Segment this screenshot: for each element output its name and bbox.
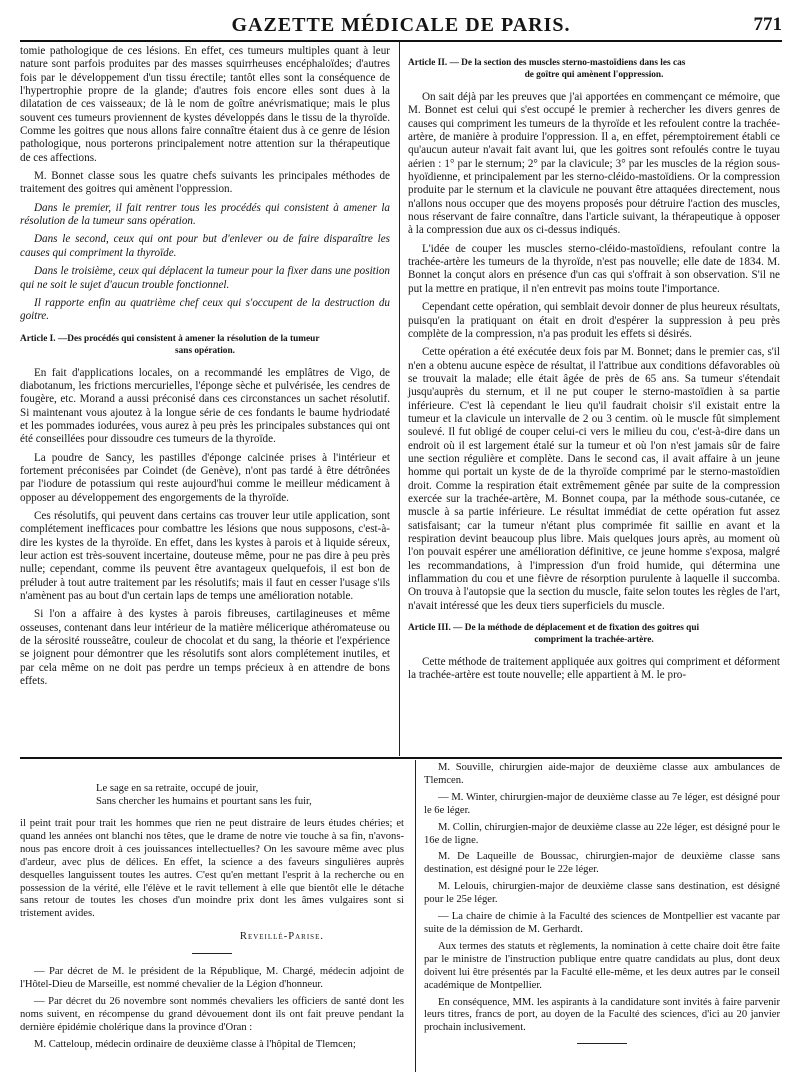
paragraph: Dans le premier, il fait rentrer tous les procédés qui consistent à amener la résolution de la tumeur sans opération. bbox=[20, 201, 390, 228]
article-heading bbox=[408, 622, 780, 646]
article-heading-line: Article II. — De la section des muscles sterno-mastoïdiens dans les cas bbox=[408, 58, 686, 68]
news-column bbox=[424, 762, 780, 1044]
paragraph: tomie pathologique de ces lésions. En effet, ces tumeurs multiples quant à leur nature sont parfois produites par des masses squirrheuses encéphaloïdes; d'autres fois par le développement d'un tissu érectile; tantôt elles sont la conséquence de l'hypertrophie propre de la glande; d'autres fois encore elles sont dues à la dilatation de ces vaisseaux; de là le nom de goître anévrismatique; mais le plus souvent ces tumeurs proviennent de kystes développés dans le tissu de la thyroïde. Comme les goitres que nous allons faire connaître étaient dus à ce genre de lésion pathologique, nous porterons principalement notre attention sur la thérapeutique de ces affections. bbox=[20, 45, 390, 164]
paragraph: On sait déjà par les preuves que j'ai apportées en commençant ce mémoire, que M. Bonnet est celui qui s'est occupé le premier à rechercher les divers genres de causes qui compriment les tumeurs de la thyroïde et les refoulent contre la trachée-artère, de manière à produire l'oppression. Il a, en effet, péremptoirement établi ce qu'aucun auteur n'avait fait avant lui, que les goitres sont refoulés contre le tuyau aérien : 1° par le sternum; 2° par la clavicule; 3° par les muscles de la région sous-hyoïdienne, et principalement par les sterno-cléido-mastoïdiens. Or la compression produite par le sternum et la clavicule ne pouvant être attaquées directement, nous n'allons nous occuper que des moyens proposés pour détruire l'action des muscles, nous réservant de faire connaître, dans l'article suivant, la thérapeutique à opposer à la compression due aux os ci-dessus indiqués. bbox=[408, 91, 780, 237]
article-heading-line: de goître qui amènent l'oppression. bbox=[524, 70, 664, 80]
paragraph: Cette méthode de traitement appliquée aux goitres qui compriment et déforment la trachée-artère est toute nouvelle; elle appartient à M. le pro- bbox=[408, 656, 780, 682]
article-heading-line: compriment la trachée-artère. bbox=[534, 635, 654, 646]
feuilleton-column bbox=[20, 762, 404, 1052]
news-item: — M. Winter, chirurgien-major de deuxième classe au 7e léger, est désigné pour le 6e léger. bbox=[424, 791, 780, 816]
article-heading-line: Article III. — De la méthode de déplacement et de fixation des goitres qui bbox=[408, 623, 700, 634]
end-rule bbox=[577, 1043, 627, 1044]
article-heading bbox=[20, 333, 390, 357]
news-item: M. De Laqueille de Boussac, chirurgien-major de deuxième classe sans destination, est désigné pour le 22e léger. bbox=[424, 851, 780, 876]
verse-line: Le sage en sa retraite, occupé de jouir, bbox=[96, 783, 259, 794]
paragraph: Dans le troisième, ceux qui déplacent la tumeur pour la fixer dans une position qui ne soit le sujet d'aucun trouble fonctionnel. bbox=[20, 265, 390, 291]
news-item: — La chaire de chimie à la Faculté des sciences de Montpellier est vacante par suite de la démission de M. Gerhardt. bbox=[424, 911, 780, 935]
news-item: — Par décret de M. le président de la République, M. Chargé, médecin adjoint de l'Hôtel-Dieu de Marseille, est nommé chevalier de la Légion d'honneur. bbox=[20, 966, 404, 991]
paragraph: Dans le second, ceux qui ont pour but d'enlever ou de faire disparaître les causes qui compriment la thyroïde. bbox=[20, 233, 390, 259]
paragraph: Si l'on a affaire à des kystes à parois fibreuses, cartilagineuses et même osseuses, contenant dans leur intérieur de la matière méliceriquе athéromateuse ou de la sérosité rousseâtre, couleur de chocolat et du sang, la théorie et l'expérience se joignent pour démontrer que les résolutifs sont alors complétement inutiles, et par cela même on ne doit pas perdre un temps précieux à en attendre de bons effets. bbox=[20, 608, 390, 688]
paragraph: Il rapporte enfin au quatrième chef ceux qui s'occupent de la destruction du goitre. bbox=[20, 296, 390, 323]
section-divider bbox=[20, 757, 782, 759]
news-item: Aux termes des statuts et règlements, la nomination à cette chaire doit être faite par le ministre de l'instruction publique entre quatre candidats au plus, dont deux doivent lui être présentés par la Faculté elle-même, et les deux autres par le conseil académique de Montpellier. bbox=[424, 940, 780, 991]
right-column bbox=[408, 45, 780, 683]
paragraph: L'idée de couper les muscles sterno-cléido-mastoïdiens, refoulant contre la trachée-artère les tumeurs de la thyroïde, n'est pas nouvelle; elle date de 1834. M. Bonnet la conçut alors en présence d'un cas qui s'offrait à son observation. S'il ne put la mettre en pratique, il n'en entrevit pas moins toute l'importance. bbox=[408, 242, 780, 295]
article-heading-line: sans opération. bbox=[175, 345, 235, 356]
paragraph: Ces résolutifs, qui peuvent dans certains cas trouver leur utile application, sont complétement inefficaces pour combattre les lésions que nous supposons, c'est-à-dire les kystes de la thyroïde. En effet, dans les kystes à parois et à liquide séreux, leur action est très-souvent incertaine, douteuse même, pour ne pas dire à peu près nulle; cependant, comme ils peuvent être avantageux quelquefois, il est bon de préluder à tout autre traitement par les résolutifs; mais il faut en cesser l'usage s'ils n'amènent pas au bout d'un certain laps de temps une amélioration notable. bbox=[20, 509, 390, 603]
verse-line: Sans chercher les humains et pourtant sans les fuir, bbox=[96, 796, 312, 807]
news-item: M. Catteloup, médecin ordinaire de deuxième classe à l'hôpital de Tlemcen; bbox=[34, 1038, 356, 1050]
paragraph: La poudre de Sancy, les pastilles d'éponge calcinée prises à l'intérieur et fortement préconisées par Coindet (de Genève), n'ont pas tardé à être détrônées par l'iodure de potassium qui reste aujourd'hui comme le meilleur médicament à opposer au développement des engorgements de la thyroïde. bbox=[20, 451, 390, 504]
column-divider bbox=[399, 42, 400, 756]
paragraph: Cependant cette opération, qui semblait devoir donner de plus heureux résultats, puisqu'en la pratiquant on était en droit d'espérer la suppression à peu près complète de la compression, n'a pas produit les effets si désirés. bbox=[408, 301, 780, 340]
paragraph: En fait d'applications locales, on a recommandé les emplâtres de Vigo, de diabotanum, les frictions mercurielles, l'éponge sèche et pulvérisée, les cendres de fougère, etc. Morand a aussi préconisé dans ces circonstances un sachet résolutif. Si maintenant vous ajoutez à la longue série de ces fondants le baume hydriodaté et les pommades iodurées, vous aurez à peu près les principales substances qui ont été conseillées pour dissoudre ces tumeurs de la thyroïde. bbox=[20, 366, 390, 446]
news-item: — Par décret du 26 novembre sont nommés chevaliers les officiers de santé dont les noms suivent, en récompense du grand dévouement dont ils ont fait preuve pendant la dernière épidémie cholérique dans la province d'Oran : bbox=[20, 995, 404, 1033]
journal-title: GAZETTE MÉDICALE DE PARIS. bbox=[231, 14, 571, 36]
paragraph: M. Bonnet classe sous les quatre chefs suivants les principales méthodes de traitement des goitres qui amènent l'oppression. bbox=[20, 170, 390, 196]
news-item: En conséquence, MM. les aspirants à la candidature sont invités à faire parvenir leurs titres, francs de port, au doyen de la Faculté des sciences, d'ici au 20 janvier prochain inclusivement. bbox=[424, 996, 780, 1034]
column-divider bbox=[415, 760, 416, 1072]
page-header bbox=[20, 10, 782, 42]
verse bbox=[96, 782, 404, 808]
author-signature: Reveillé-Parise. bbox=[239, 931, 324, 943]
separator bbox=[192, 953, 232, 954]
paragraph: il peint trait pour trait les hommes que rien ne peut distraire de leurs études chéries; et quand les années ont blanchi nos têtes, que le drame de notre vie touche à sa fin, n'avons-nous pas encore droit à ces jouissances intellectuelles? On les savoure même avec plus d'ardeur, avec plus de délices. En effet, la science a des faveurs singulières auprès desquelles languissent toutes les autres. C'est qu'en mettant l'esprit à la recherche ou en possession de la vérité, elle l'élève et le ravit tellement à elle que bientôt elle le détache sans retour de toutes les choses d'un moindre prix dont les âmes vulgaires sont si tristement avides. bbox=[20, 818, 404, 920]
article-heading-line: Article I. —Des procédés qui consistent à amener la résolution de la tumeur bbox=[20, 333, 320, 344]
news-item: M. Lelouis, chirurgien-major de deuxième classe sans destination, est désigné pour le 25e léger. bbox=[424, 881, 780, 906]
left-column bbox=[20, 45, 390, 688]
news-item: M. Souville, chirurgien aide-major de deuxième classe aux ambulances de Tlemcen. bbox=[424, 762, 780, 786]
page-number: 771 bbox=[753, 14, 782, 35]
news-item: M. Collin, chirurgien-major de deuxième classe au 22e léger, est désigné pour le 16e de ligne. bbox=[424, 821, 780, 846]
paragraph: Cette opération a été exécutée deux fois par M. Bonnet; dans le premier cas, s'il n'en a obtenu aucune espèce de résultat, il l'attribue aux conditions défavorables où se trouvait la malade; elle était âgée de près de 65 ans. Sa tumeur s'étendait jusqu'auprès du sternum, et il ne put couper le sterno-mastoïdien à sa partie inférieure. C'est là cependant le lieu qu'il faudrait choisir s'il existait entre la tumeur et la clavicule un intervalle de 2 ou 3 centim. où le muscle fût simplement soulevé. Il fut obligé de couper celui-ci vers le milieu du cou, c'est-à-dire dans un endroit où il est largement étalé sur la tumeur et où l'on n'est jamais sûr de faire une section régulière et complète. Dans le second cas, il avait affaire à un jeune homme qui portait un kyste de de la thyroïde comprimé par le sterno-mastoïdien droit. Comme la respiration était extrêmement gênée par suite de la compression exercée sur la trachée-artère, M. Bonnet coupa, par la méthode sous-cutanée, ce muscle à sa partie inférieure. Le résultat immédiat de cette opération fut assez satisfaisant; car la tumeur n'étant plus comprimée fit saillie en avant et la respiration devint beaucoup plus libre. Mais quelques jours après, au moment où l'on pouvait espérer une amélioration définitive, ce jeune homme s'exposa, malgré les recommandations, à l'impression d'un froid humide, qui détermina une inflammation du cou et une fièvre de résorption purulente à laquelle il succomba. On trouva à l'autopsie que la section du muscle, faite selon toutes les règles de l'art, n'avait intéressé que les deux tiers superficiels du muscle. bbox=[408, 346, 780, 612]
article-heading bbox=[408, 57, 780, 81]
